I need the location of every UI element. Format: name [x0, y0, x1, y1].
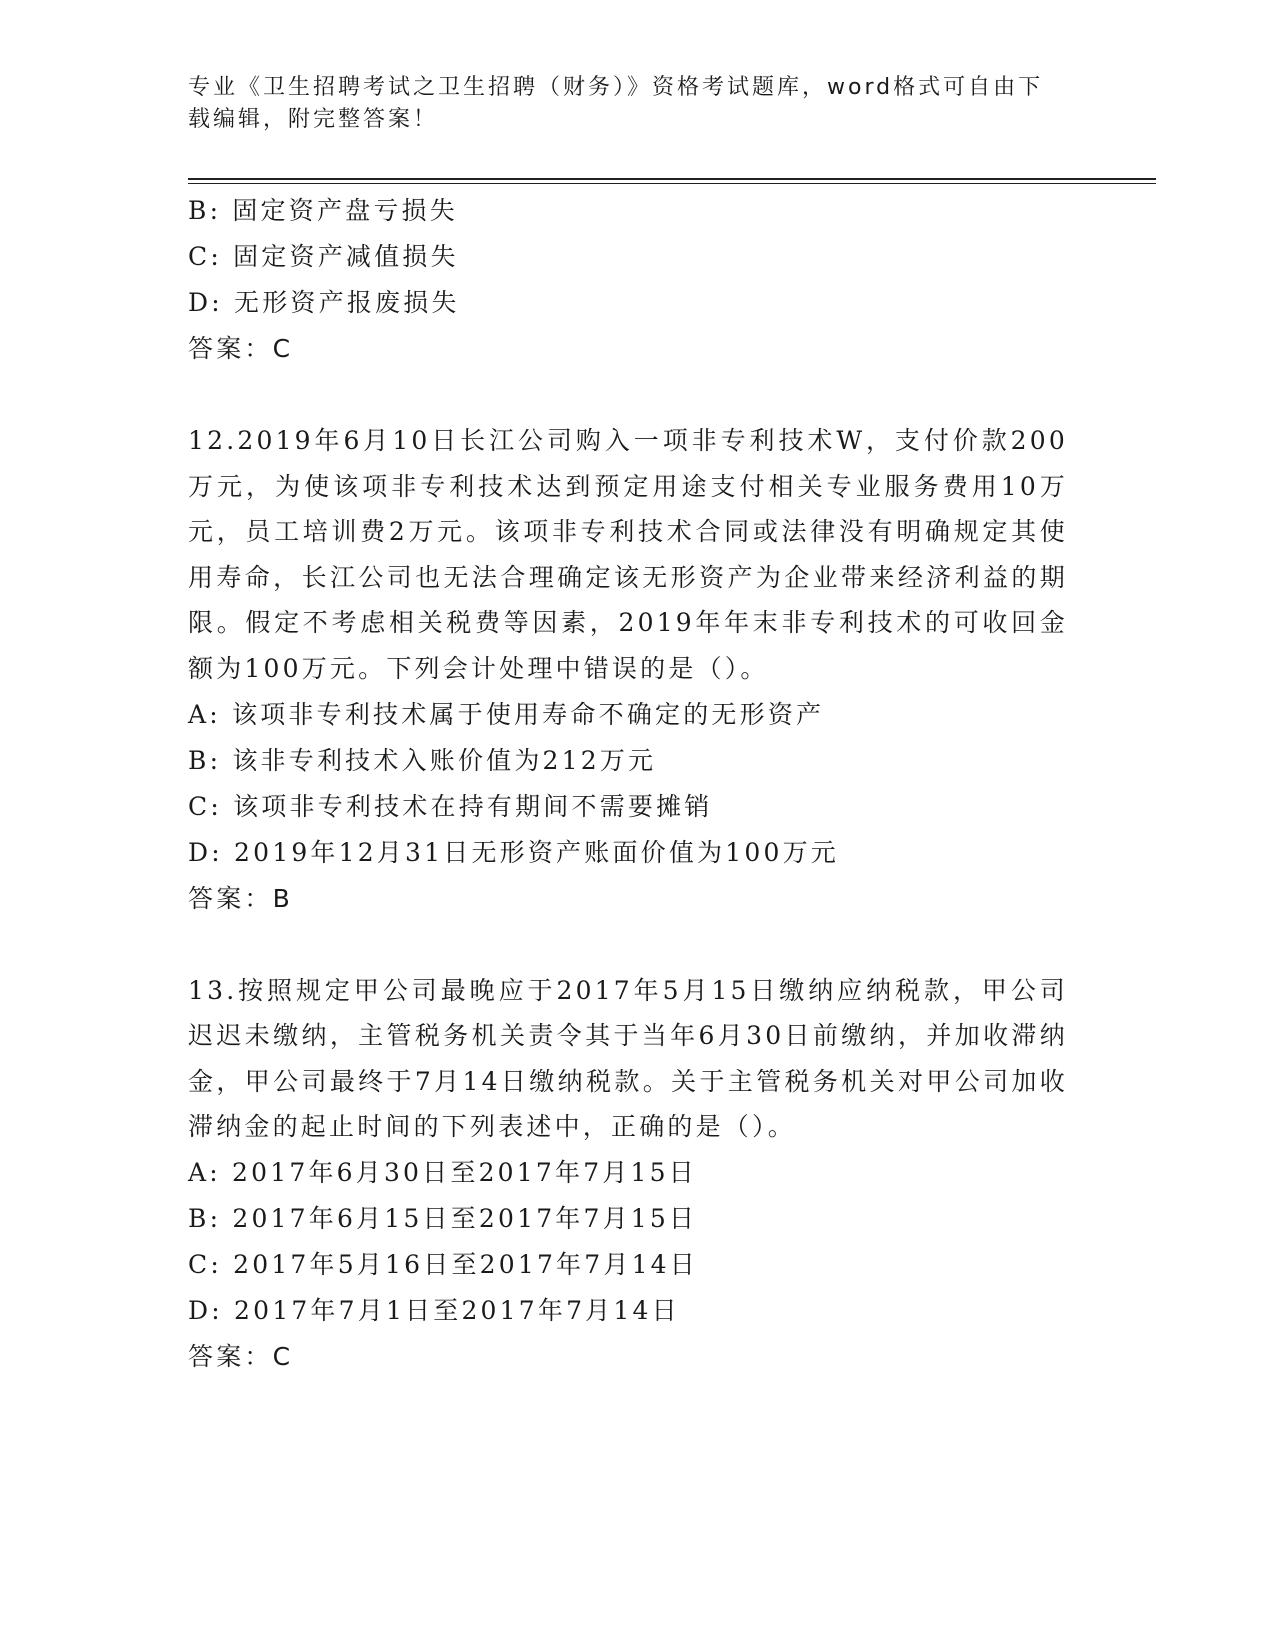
spacer [188, 372, 1068, 418]
answer-label: 答案：C [188, 1341, 294, 1371]
question-12 [188, 418, 1068, 922]
option-c: C: 2017年5月16日至2017年7月14日 [188, 1249, 698, 1279]
option-d: D: 无形资产报废损失 [188, 288, 460, 317]
option-c: C: 该项非专利技术在持有期间不需要摊销 [188, 791, 713, 821]
spacer [188, 922, 1068, 968]
question-11-tail [188, 188, 1068, 372]
option-d: D: 2019年12月31日无形资产账面价值为100万元 [188, 837, 839, 867]
header-divider-thick [188, 178, 1156, 180]
header-divider-thin [188, 183, 1156, 184]
option-a: A: 2017年6月30日至2017年7月15日 [188, 1157, 697, 1187]
option-b: B: 固定资产盘亏损失 [188, 196, 458, 225]
question-stem: 13.按照规定甲公司最晚应于2017年5月15日缴纳应纳税款，甲公司迟迟未缴纳，主管税务机关责令其于当年6月30日前缴纳，并加收滞纳金，甲公司最终于7月14日缴纳税款。关于主管税务机关对甲公司加收滞纳金的起止时间的下列表述中，正确的是（）。 [188, 975, 1068, 1142]
option-b: B: 该非专利技术入账价值为212万元 [188, 745, 657, 775]
option-c: C: 固定资产减值损失 [188, 242, 459, 271]
question-13 [188, 968, 1068, 1380]
answer-label: 答案：C [188, 334, 294, 363]
option-b: B: 2017年6月15日至2017年7月15日 [188, 1203, 698, 1233]
option-a: A: 该项非专利技术属于使用寿命不确定的无形资产 [188, 699, 825, 729]
document-header: 专业《卫生招聘考试之卫生招聘（财务）》资格考试题库，word格式可自由下载编辑，附完整答案！ [188, 75, 1044, 132]
document-body [188, 188, 1068, 1380]
answer-label: 答案：B [188, 883, 293, 913]
question-stem: 12.2019年6月10日长江公司购入一项非专利技术W，支付价款200万元，为使该项非专利技术达到预定用途支付相关专业服务费用10万元，员工培训费2万元。该项非专利技术合同或法律没有明确规定其使用寿命，长江公司也无法合理确定该无形资产为企业带来经济利益的期限。假定不考虑相关税费等因素，2019年年末非专利技术的可收回金额为100万元。下列会计处理中错误的是（）。 [188, 426, 1068, 683]
option-d: D: 2017年7月1日至2017年7月14日 [188, 1295, 680, 1325]
